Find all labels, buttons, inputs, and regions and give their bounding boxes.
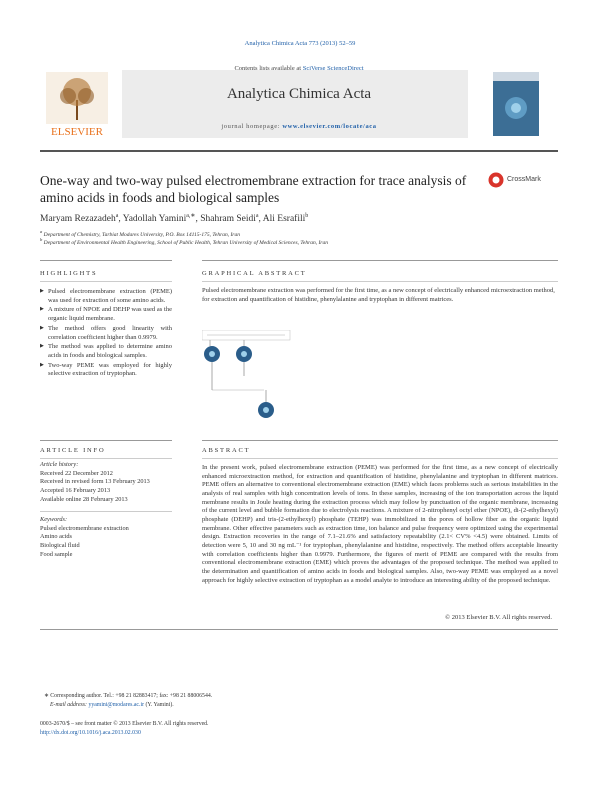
journal-header (40, 64, 558, 146)
crossmark-icon (488, 172, 504, 188)
crossmark-label: CrossMark (507, 176, 541, 183)
author[interactable]: Yadollah Yamini$^{a,∗}$ (122, 213, 196, 225)
keyword: Amino acids (40, 533, 73, 541)
highlight-item: ▶ A mixture of NPOE and DEHP was used as the organic liquid membrane. (40, 306, 172, 323)
graphical-abstract-text: Pulsed electromembrane extraction was performed for the first time, as a new concept of electrically enhanced microextraction method, for extraction and quantification of histidine, phenylalanine and tryptophan in different matrices. (202, 287, 555, 303)
contents-line (40, 65, 558, 72)
cover-art (493, 72, 539, 136)
journal-citation[interactable]: Analytica Chimica Acta 773 (2013) 52–59 (244, 40, 356, 47)
highlight-item: ▶ Pulsed electromembrane extraction (PEME) was used for extraction of some amino acids. (40, 288, 172, 305)
divider (202, 458, 558, 459)
highlight-item: ▶ The method was applied to determine amino acids in foods and biological samples. (40, 343, 172, 360)
divider (202, 440, 558, 441)
affiliation: $^a$ Department of Chemistry, Tarbiat Modares University, P.O. Box 14115-175, Tehran, Iran (40, 229, 240, 238)
doi-line (40, 729, 340, 738)
abstract-heading: ABSTRACT (202, 447, 251, 454)
history-label: Article history: (40, 461, 79, 468)
history-entry: Received 22 December 2012 (40, 469, 113, 477)
header-rule (40, 150, 558, 152)
graphical-abstract-figure (202, 330, 292, 428)
article-history (40, 461, 172, 505)
history-entry: Received in revised form 13 February 2013 (40, 478, 150, 486)
journal-cover-image (493, 72, 539, 136)
author[interactable]: Shahram Seidi$^a$ (200, 213, 259, 225)
graphical-abstract-heading: GRAPHICAL ABSTRACT (202, 270, 307, 277)
divider (40, 260, 172, 261)
email-label: E-mail address: (50, 702, 87, 708)
keywords (40, 516, 172, 560)
doi-link[interactable]: http://dx.doi.org/10.1016/j.aca.2013.02.030 (40, 730, 141, 736)
homepage-link[interactable]: www.elsevier.com/locate/aca (282, 123, 377, 130)
highlights-list (40, 288, 172, 380)
keyword: Biological fluid (40, 542, 80, 550)
keyword: Pulsed electromembrane extraction (40, 524, 129, 532)
divider (40, 458, 172, 459)
divider (40, 511, 172, 512)
history-entry: Accepted 16 February 2013 (40, 487, 111, 495)
divider (40, 281, 172, 282)
divider (40, 440, 172, 441)
sciencedirect-link[interactable]: SciVerse ScienceDirect (302, 65, 364, 72)
email-link[interactable]: yyamini@modares.ac.ir (88, 702, 144, 708)
elsevier-wordmark: ELSEVIER (51, 126, 103, 138)
contents-prefix: Contents lists available at (234, 65, 302, 72)
author[interactable]: Maryam Rezazadeh$^a$ (40, 213, 119, 225)
divider (40, 629, 558, 630)
homepage-label: journal homepage: (221, 123, 281, 130)
keyword: Food sample (40, 550, 73, 558)
issn-line: 0003-2670/$ – see front matter © 2013 Elsevier B.V. All rights reserved. (40, 721, 209, 727)
author[interactable]: Ali Esrafili$^b$ (262, 213, 309, 225)
article-info-heading: ARTICLE INFO (40, 447, 106, 454)
copyright-notice: © 2013 Elsevier B.V. All rights reserved. (445, 614, 552, 621)
crossmark-badge[interactable] (488, 172, 558, 188)
history-entry: Available online 28 February 2013 (40, 495, 128, 503)
divider (202, 281, 558, 282)
highlight-item: ▶ Two-way PEME was employed for highly selective extraction of tryptophan. (40, 362, 172, 379)
divider (202, 260, 558, 261)
author-list: Maryam Rezazadeh$^a$, Yadollah Yamini$^{a,∗}$, Shahram Seidi$^a$, Ali Esrafili$^b$ (40, 213, 309, 225)
article-title: One-way and two-way pulsed electromembrane extraction for trace analysis of amino acids in foods and biological samples (40, 173, 467, 205)
corresponding-author-note: ∗ Corresponding author. Tel.: +98 21 82883417; fax: +98 21 88006544. (44, 693, 213, 699)
journal-title: Analytica Chimica Acta (226, 86, 372, 102)
keywords-label: Keywords: (40, 516, 68, 523)
journal-homepage (40, 123, 558, 130)
affiliation: $^b$ Department of Environmental Health Engineering, School of Public Health, Tehran University of Medical Sciences, Tehran, Iran (40, 237, 328, 246)
abstract-text: In the present work, pulsed electromembrane extraction (PEME) was performed for the first time, as a new concept of electrically enhanced microextraction method, for extraction and quantification of histidine, phenylalanine and tryptophan in different matrices. PEME offers an alternative to conventional electromembrane extraction (EME) which faces problems such as serious instabilities in the analysis of real samples with high concentration levels of ions. In these samples, increasing of the ion transportation across the liquid membrane results in Joule heating during the extraction process which may follow by punctuation of the organic membrane, increasing of the current level and bubble formation due to electrolysis reactions. A mixture of 2-nitrophenyl octyl ether (NPOE), di-(2-ethylhexyl) phosphate (DEHP) and tris-(2-ethylhexyl) phosphate (TEHP) was immobilized in the pores of hollow fiber as the organic liquid membrane. Other effective parameters such as extraction time, ion balance and pulse frequency were optimized using the experimental design. Extraction recoveries in the range of 7.1–21.6% and satisfactory repeatability (2.1< CV% <4.5) were obtained. Limits of detection were 5, 10 and 30 ng mL⁻¹ for tryptophan, phenylalanine and histidine, respectively. The method offers acceptable linearity with correlation coefficients higher than 0.9979. Furthermore, the figures of merit of PEME are compared with the results from conventional electromembrane extraction (EME) which proves the advantages of the proposed technique. The method was applied to the determination and quantification of amino acids in foods and biological samples. Also, two-way PEME was employed as a novel approach for highly selective extraction of tryptophan as a model analyte to introduce an interesting ability of the proposed technique. (202, 464, 558, 584)
highlights-heading: HIGHLIGHTS (40, 270, 98, 277)
email-line (50, 701, 350, 710)
highlight-item: ▶ The method offers good linearity with correlation coefficient higher than 0.9979. (40, 325, 172, 342)
email-suffix: (Y. Yamini). (145, 702, 174, 708)
